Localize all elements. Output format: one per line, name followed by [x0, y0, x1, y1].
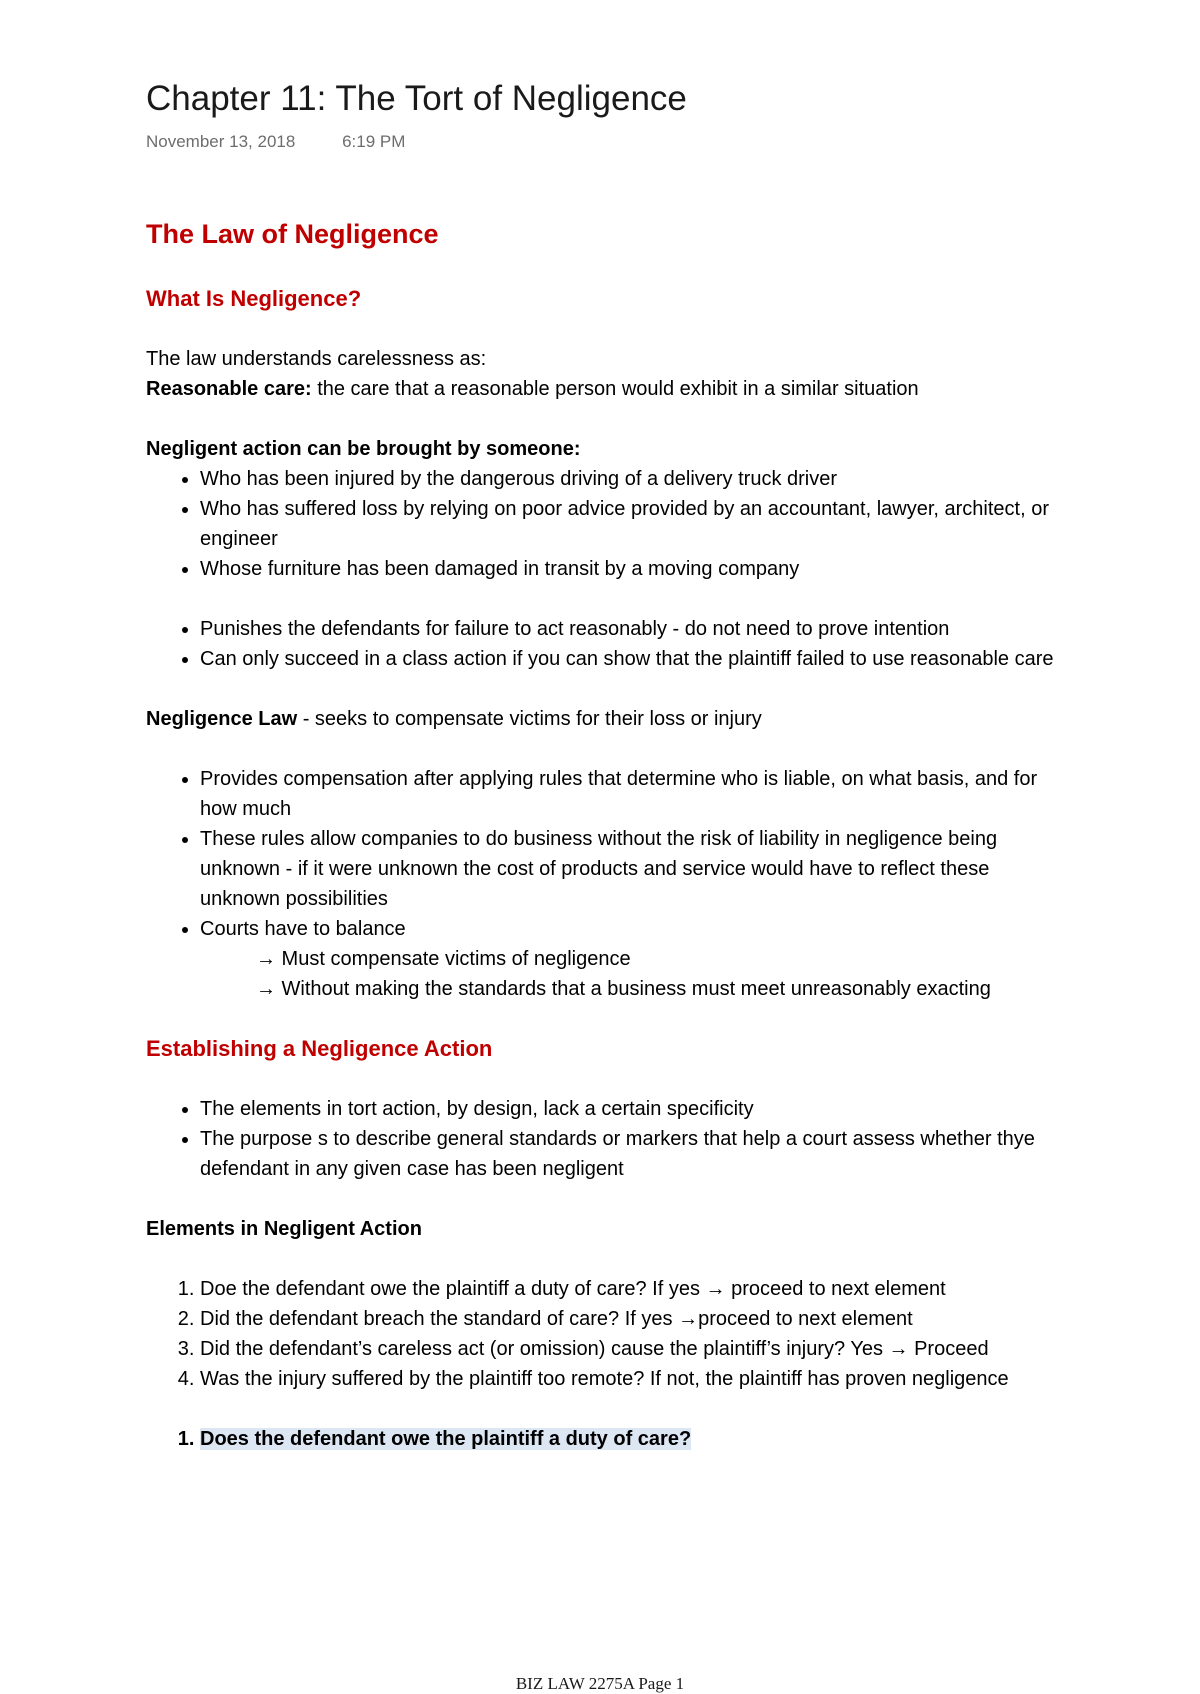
- list-item: • Can only succeed in a class action if you can show that the plaintiff failed to use reasonable care: [200, 644, 1066, 674]
- balance-point: → Must compensate victims of negligence: [256, 948, 631, 970]
- list-item: 3. Did the defendant’s careless act (or omission) cause the plaintiff’s injury? Yes → Proceed: [200, 1334, 1066, 1364]
- list-item: • Provides compensation after applying rules that determine who is liable, on what basis, and for how much: [200, 764, 1066, 824]
- page-footer: BIZ LAW 2275A Page 1: [515, 1674, 685, 1693]
- list-item: 4. Was the injury suffered by the plaintiff too remote? If not, the plaintiff has proven negligence: [200, 1364, 1066, 1394]
- highlighted-question: Does the defendant owe the plaintiff a duty of care?: [200, 1428, 692, 1450]
- note-metadata: [146, 132, 1066, 152]
- list-item: • The elements in tort action, by design, lack a certain specificity: [200, 1094, 1066, 1124]
- negligence-law-definition: [146, 704, 1066, 734]
- list-item: • Who has suffered loss by relying on poor advice provided by an accountant, lawyer, architect, or engineer: [200, 494, 1066, 554]
- list-item: 1. Doe the defendant owe the plaintiff a duty of care? If yes → proceed to next element: [200, 1274, 1066, 1304]
- negligence-law-term: Negligence Law: [146, 708, 298, 730]
- list-item: • The purpose s to describe general standards or markers that help a court assess whether thye defendant in any given case has been negligent: [200, 1124, 1066, 1184]
- negligence-points-list: [146, 614, 1066, 674]
- intro-text: The law understands carelessness as:: [146, 348, 487, 370]
- list-item: • Whose furniture has been damaged in transit by a moving company: [200, 554, 1066, 584]
- reasonable-care-term: Reasonable care:: [146, 378, 312, 400]
- subheading-what-is-negligence: What Is Negligence?: [146, 286, 362, 311]
- balance-point: → Without making the standards that a business must meet unreasonably exacting: [256, 978, 991, 1000]
- brought-by-heading: Negligent action can be brought by someone:: [146, 438, 581, 460]
- note-time: 6:19 PM: [342, 132, 406, 151]
- list-item: • Who has been injured by the dangerous driving of a delivery truck driver: [200, 464, 1066, 494]
- note-page: [146, 76, 1066, 1454]
- page-title: Chapter 11: The Tort of Negligence: [146, 79, 687, 118]
- elements-list: [146, 1274, 1066, 1394]
- list-item: • Punishes the defendants for failure to act reasonably - do not need to prove intention: [200, 614, 1066, 644]
- duty-of-care-list: [146, 1424, 1066, 1454]
- establishing-points-list: [146, 1094, 1066, 1184]
- elements-heading: Elements in Negligent Action: [146, 1218, 422, 1240]
- list-item: • These rules allow companies to do business without the risk of liability in negligence being unknown - if it were unknown the cost of products and service would have to reflect these unknown possibilities: [200, 824, 1066, 914]
- list-item: • Courts have to balance: [200, 914, 1066, 944]
- reasonable-care-text: the care that a reasonable person would exhibit in a similar situation: [311, 378, 919, 400]
- negligence-law-points-list: [146, 764, 1066, 944]
- note-date: November 13, 2018: [146, 132, 296, 151]
- brought-by-list: [146, 464, 1066, 584]
- reasonable-care-definition: [146, 374, 1066, 404]
- section-heading-law-of-negligence: The Law of Negligence: [146, 219, 439, 249]
- section-heading-establishing-negligence: Establishing a Negligence Action: [146, 1036, 493, 1061]
- list-item: [200, 1424, 1066, 1454]
- list-item: 2. Did the defendant breach the standard of care? If yes →proceed to next element: [200, 1304, 1066, 1334]
- negligence-law-text: - seeks to compensate victims for their loss or injury: [297, 708, 762, 730]
